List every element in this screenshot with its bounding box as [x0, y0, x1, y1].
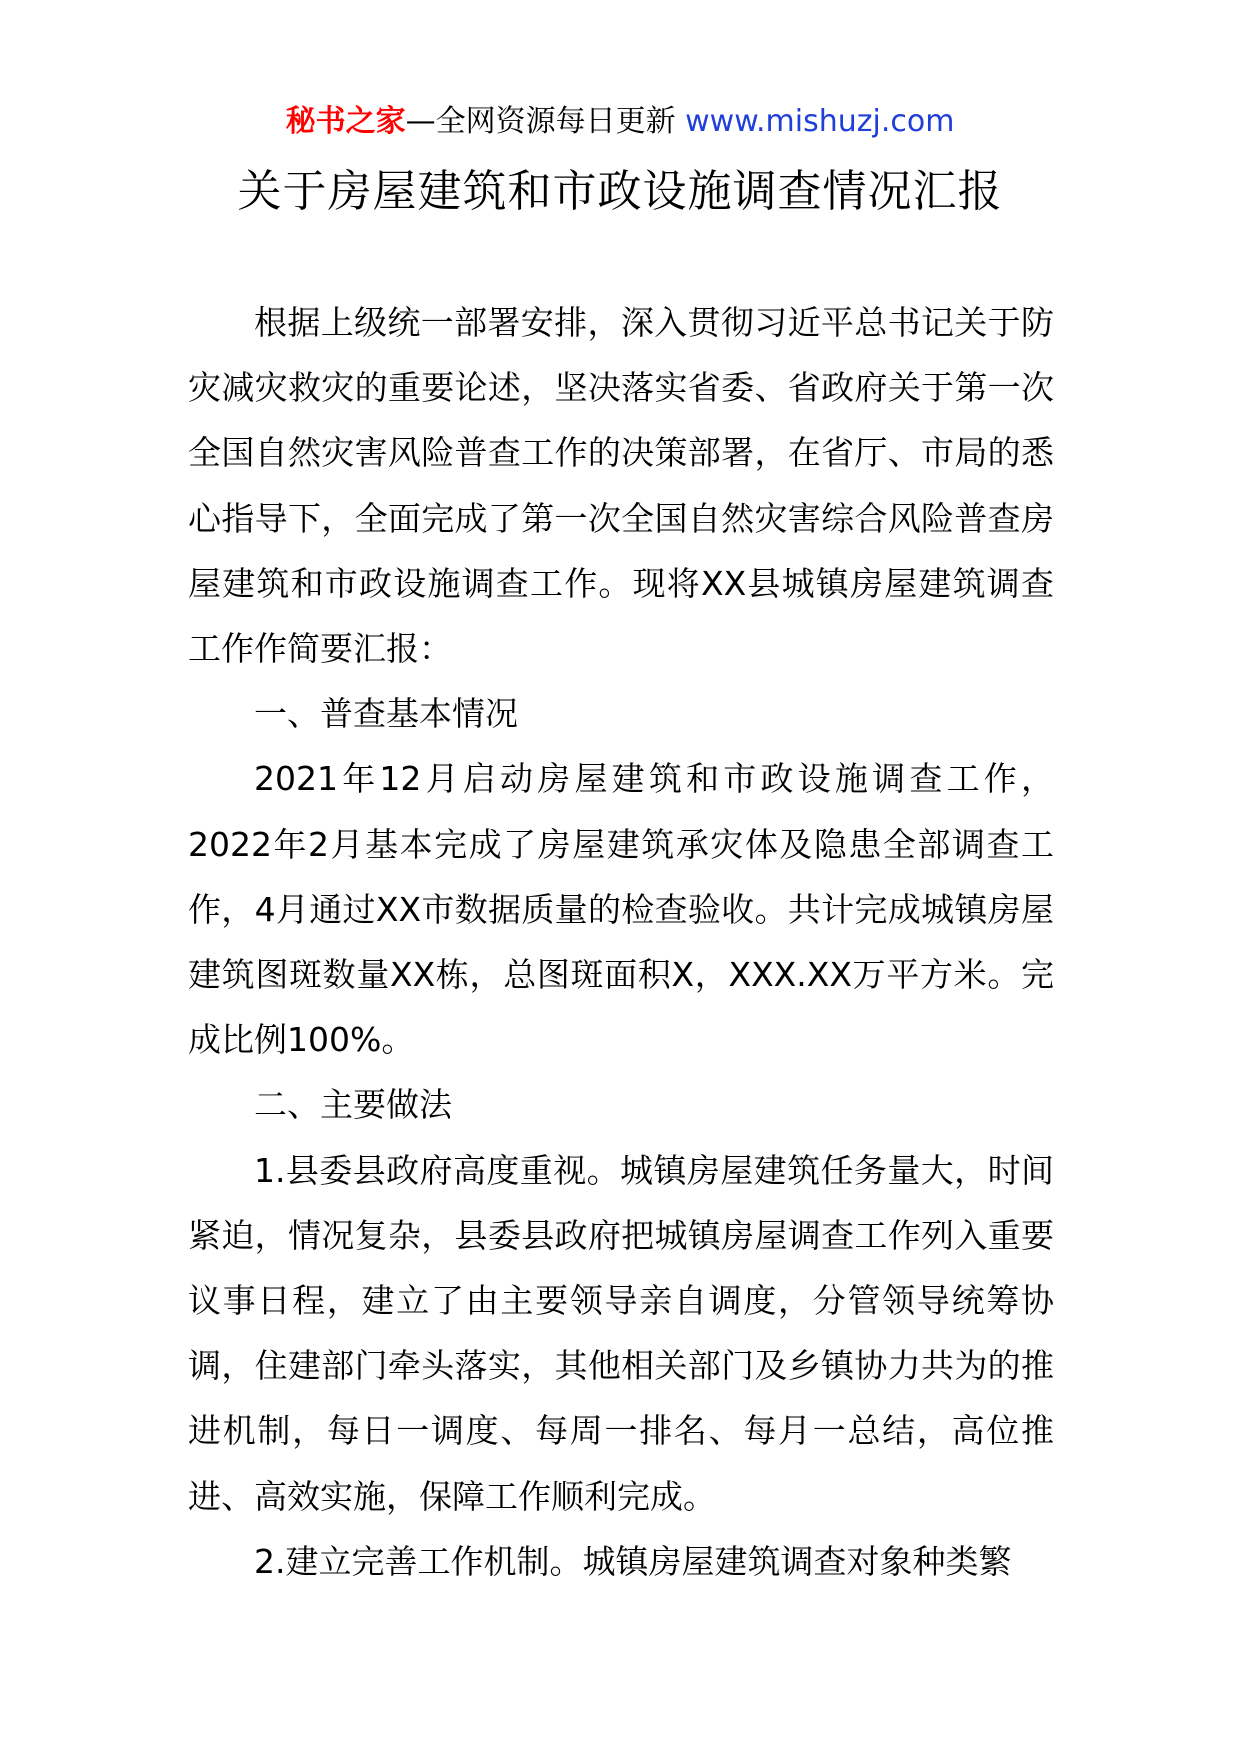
site-url-link[interactable]: www.mishuzj.com	[685, 104, 955, 139]
site-banner	[0, 102, 1240, 142]
intro-paragraph: 根据上级统一部署安排，深入贯彻习近平总书记关于防灾减灾救灾的重要论述，坚决落实省委、省政府关于第一次全国自然灾害风险普查工作的决策部署，在省厅、市局的悉心指导下，全面完成了第一次全国自然灾害综合风险普查房屋建筑和市政设施调查工作。现将XX县城镇房屋建筑调查工作作简要汇报：	[188, 303, 1054, 669]
document-title: 关于房屋建筑和市政设施调查情况汇报	[237, 166, 1003, 217]
brand-name: 秘书之家	[285, 104, 406, 139]
site-slogan: —全网资源每日更新	[405, 104, 676, 139]
section-heading-basic-situation: 一、普查基本情况	[254, 694, 518, 734]
section-heading-main-practices: 二、主要做法	[254, 1085, 452, 1125]
practice-1-paragraph: 1.县委县政府高度重视。城镇房屋建筑任务量大，时间紧迫，情况复杂，县委县政府把城镇房屋调查工作列入重要议事日程，建立了由主要领导亲自调度，分管领导统筹协调，住建部门牵头落实，其他相关部门及乡镇协力共为的推进机制，每日一调度、每周一排名、每月一总结，高位推进、高效实施，保障工作顺利完成。	[188, 1150, 1054, 1516]
basic-situation-paragraph: 2021年12月启动房屋建筑和市政设施调查工作，2022年2月基本完成了房屋建筑承灾体及隐患全部调查工作，4月通过XX市数据质量的检查验收。共计完成城镇房屋建筑图斑数量XX栋，总图斑面积X，XXX.XX万平方米。完成比例100%。	[188, 759, 1054, 1060]
practice-2-paragraph: 2.建立完善工作机制。城镇房屋建筑调查对象种类繁	[254, 1541, 1012, 1581]
document-body	[188, 290, 1054, 1594]
